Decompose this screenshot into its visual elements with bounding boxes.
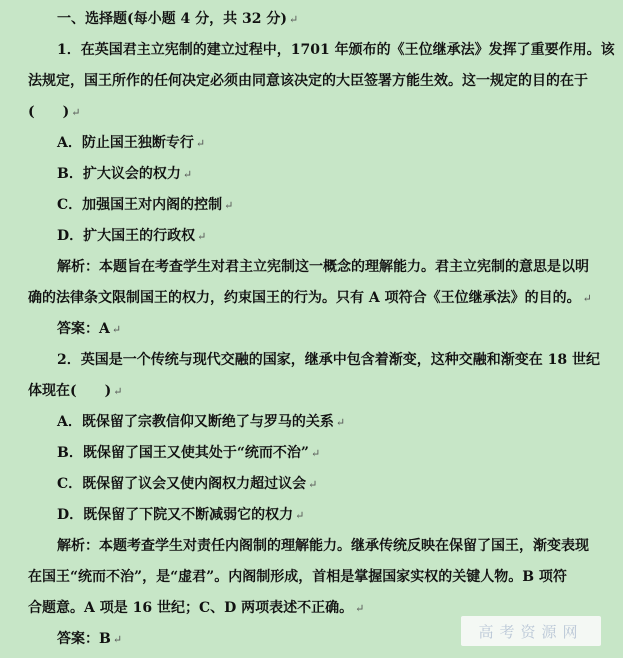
watermark-logo: 高考资源网 bbox=[461, 616, 601, 646]
question-2-answer: 答案：B ↵ bbox=[57, 631, 123, 647]
question-2-analysis-line-3: 合题意。A 项是 16 世纪；C、D 两项表述不正确。 ↵ bbox=[28, 600, 365, 616]
section-title: 一、选择题(每小题 4 分，共 32 分) ↵ bbox=[57, 11, 299, 27]
question-1-stem-line-3: ( ) ↵ bbox=[28, 104, 81, 120]
question-1-answer: 答案：A ↵ bbox=[57, 321, 122, 337]
question-1-option-d: D．扩大国王的行政权 ↵ bbox=[57, 228, 207, 244]
question-2-option-d: D．既保留了下院又不断减弱它的权力 ↵ bbox=[57, 507, 305, 523]
question-2-analysis-line-1: 解析：本题考查学生对责任内阁制的理解能力。继承传统反映在保留了国王，渐变表现 bbox=[57, 538, 589, 554]
question-2-analysis-line-2: 在国王“统而不治”，是“虚君”。内阁制形成，首相是掌握国家实权的关键人物。B 项符 bbox=[28, 569, 567, 585]
question-1-analysis-line-2: 确的法律条文限制国王的权力，约束国王的行为。只有 A 项符合《王位继承法》的目的。 ↵ bbox=[28, 290, 592, 306]
question-2-stem-line-2: 体现在( ) ↵ bbox=[28, 383, 123, 399]
question-1-option-b: B．扩大议会的权力 ↵ bbox=[57, 166, 193, 182]
question-2-option-c: C．既保留了议会又使内阁权力超过议会 ↵ bbox=[57, 476, 318, 492]
question-1-option-a: A．防止国王独断专行 ↵ bbox=[57, 135, 206, 151]
question-1-stem-line-2: 法规定，国王所作的任何决定必须由同意该决定的大臣签署方能生效。这一规定的目的在于 bbox=[28, 73, 588, 89]
question-2-option-b: B．既保留了国王又使其处于“统而不治” ↵ bbox=[57, 445, 321, 461]
question-2-stem-line-1: 2．英国是一个传统与现代交融的国家，继承中包含着渐变，这种交融和渐变在 18 世纪 bbox=[57, 352, 600, 368]
question-1-analysis-line-1: 解析：本题旨在考查学生对君主立宪制这一概念的理解能力。君主立宪制的意思是以明 bbox=[57, 259, 589, 275]
question-1-stem-line-1: 1．在英国君主立宪制的建立过程中，1701 年颁布的《王位继承法》发挥了重要作用。该 bbox=[57, 42, 615, 58]
question-1-option-c: C．加强国王对内阁的控制 ↵ bbox=[57, 197, 234, 213]
question-2-option-a: A．既保留了宗教信仰又断绝了与罗马的关系 ↵ bbox=[57, 414, 346, 430]
